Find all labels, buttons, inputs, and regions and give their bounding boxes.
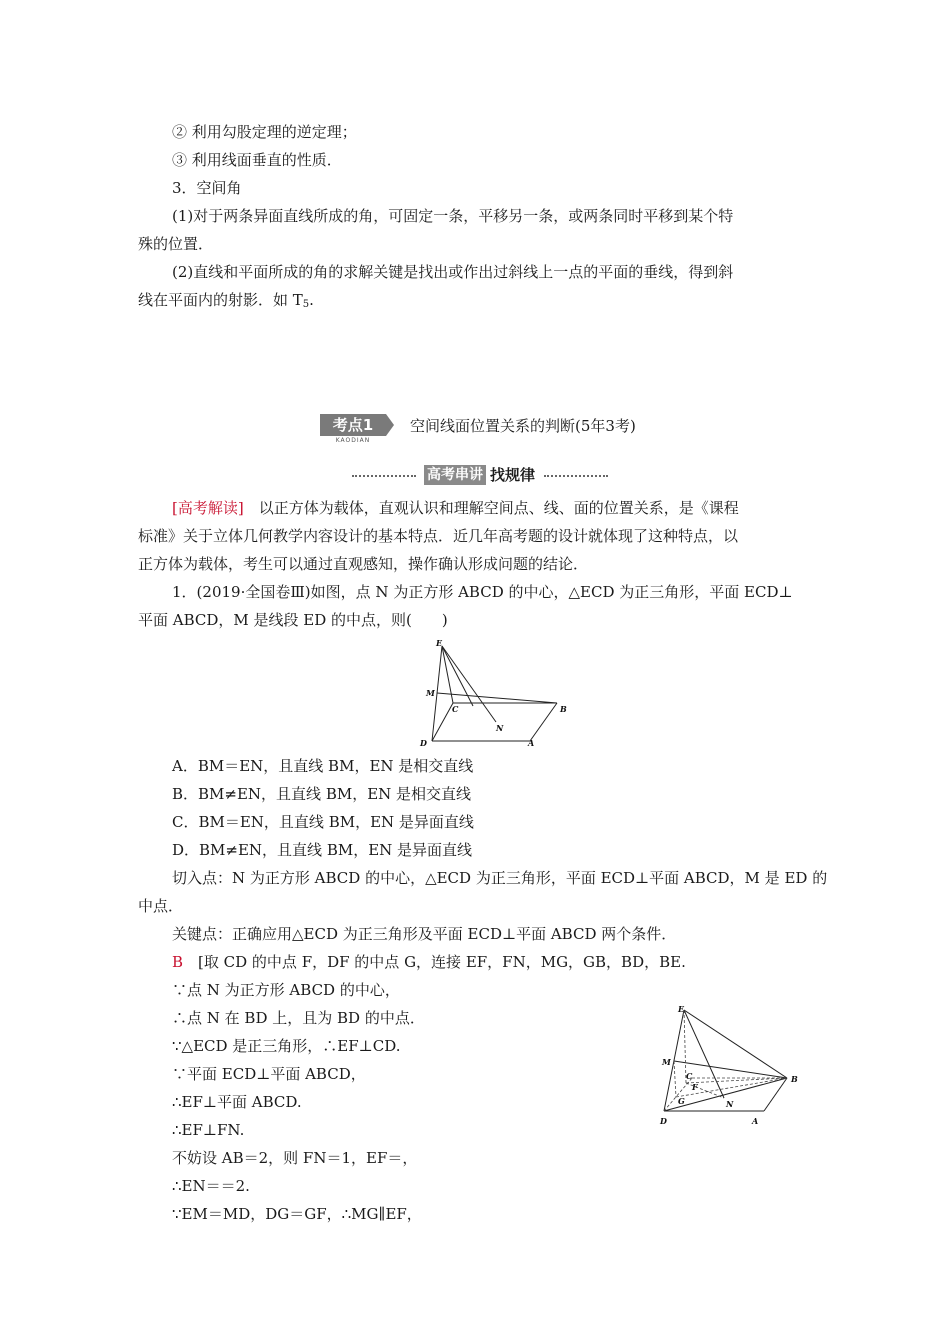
label-A: A — [528, 738, 535, 748]
question-line: 1．(2019·全国卷Ⅲ)如图，点 N 为正方形 ABCD 的中心，△ECD 为正三角形，平面 ECD⊥ — [172, 583, 793, 601]
option-b: B．BM≠EN，且直线 BM，EN 是相交直线 — [172, 785, 472, 803]
dotted-divider — [352, 475, 416, 477]
text-line: ③ 利用线面垂直的性质． — [172, 151, 342, 169]
solution-line: ∵EM＝MD，DG＝GF，∴MG∥EF， — [172, 1205, 422, 1223]
solution-line: ∴EF⊥平面 ABCD. — [172, 1093, 302, 1111]
question-line: 平面 ABCD，M 是线段 ED 的中点，则( ) — [138, 611, 448, 629]
label-E: E — [678, 1004, 685, 1014]
solution-line: ∴EF⊥FN. — [172, 1121, 245, 1139]
option-d: D．BM≠EN，且直线 BM，EN 是异面直线 — [172, 841, 473, 859]
badge-arrow-icon — [386, 414, 394, 436]
label-D: D — [420, 738, 427, 748]
label-M: M — [426, 688, 435, 698]
label-B: B — [791, 1074, 798, 1084]
label-G: G — [678, 1096, 685, 1106]
section-heading — [320, 412, 720, 442]
solution-line: 不妨设 AB＝2，则 FN＝1，EF＝， — [172, 1149, 418, 1167]
solution-line: ∵点 N 为正方形 ABCD 的中心， — [172, 981, 400, 999]
section-title: 空间线面位置关系的判断(5年3考) — [410, 417, 636, 435]
solution-line: ∴EN＝＝2. — [172, 1177, 250, 1195]
subsection-heading — [352, 465, 612, 487]
label-C: C — [452, 704, 459, 714]
option-a: A．BM＝EN，且直线 BM，EN 是相交直线 — [172, 757, 474, 775]
label-E: E — [436, 638, 443, 648]
section-badge-subtitle: KAODIAN — [335, 437, 371, 444]
section-badge: 考点1 — [320, 414, 386, 436]
text-line: 3．空间角 — [172, 179, 242, 197]
label-M: M — [662, 1057, 671, 1067]
label-A: A — [752, 1116, 759, 1126]
label-D: D — [660, 1116, 667, 1126]
text-line: (1)对于两条异面直线所成的角，可固定一条，平移另一条，或两条同时平移到某个特 — [172, 207, 734, 225]
solution-line: ∴点 N 在 BD 上，且为 BD 的中点． — [172, 1009, 425, 1027]
pyramid-figure — [412, 636, 574, 750]
solution-line: ∵平面 ECD⊥平面 ABCD， — [172, 1065, 366, 1083]
answer-letter: B — [172, 953, 184, 971]
text-line: ② 利用勾股定理的逆定理； — [172, 123, 357, 141]
label-N: N — [496, 723, 504, 733]
analysis-line: 关键点：正确应用△ECD 为正三角形及平面 ECD⊥平面 ABCD 两个条件． — [172, 925, 677, 943]
solution-line: ∵△ECD 是正三角形，∴EF⊥CD. — [172, 1037, 401, 1055]
option-c: C．BM＝EN，且直线 BM，EN 是异面直线 — [172, 813, 474, 831]
subsection-label: 高考串讲 — [424, 465, 486, 485]
analysis-line: 切入点：N 为正方形 ABCD 的中心，△ECD 为正三角形，平面 ECD⊥平面 ABCD，M 是 ED 的 — [172, 869, 828, 887]
label-N: N — [726, 1099, 734, 1109]
label-B: B — [560, 704, 567, 714]
subsection-text: 找规律 — [490, 466, 536, 484]
label-C: C — [686, 1071, 693, 1081]
analysis-line: 中点． — [138, 897, 184, 915]
text-line: (2)直线和平面所成的角的求解关键是找出或作出过斜线上一点的平面的垂线，得到斜 — [172, 263, 734, 281]
solution-line: B [取 CD 的中点 F，DF 的中点 G，连接 EF，FN，MG，GB，BD，BE. — [172, 953, 686, 971]
text-line: 殊的位置． — [138, 235, 214, 253]
text-line: 线在平面内的射影．如 $T_5$. — [138, 291, 314, 310]
label-F: F — [692, 1082, 698, 1092]
intro-line: 标准》关于立体几何教学内容设计的基本特点．近几年高考题的设计就体现了这种特点，以 — [138, 527, 739, 545]
intro-line: [高考解读] 以正方体为载体，直观认识和理解空间点、线、面的位置关系，是《课程 — [172, 499, 739, 517]
intro-line: 正方体为载体，考生可以通过直观感知，操作确认形成问题的结论． — [138, 555, 589, 573]
dotted-divider — [544, 475, 608, 477]
pyramid-solution-figure — [652, 998, 812, 1132]
intro-tag: [高考解读] — [172, 499, 244, 517]
